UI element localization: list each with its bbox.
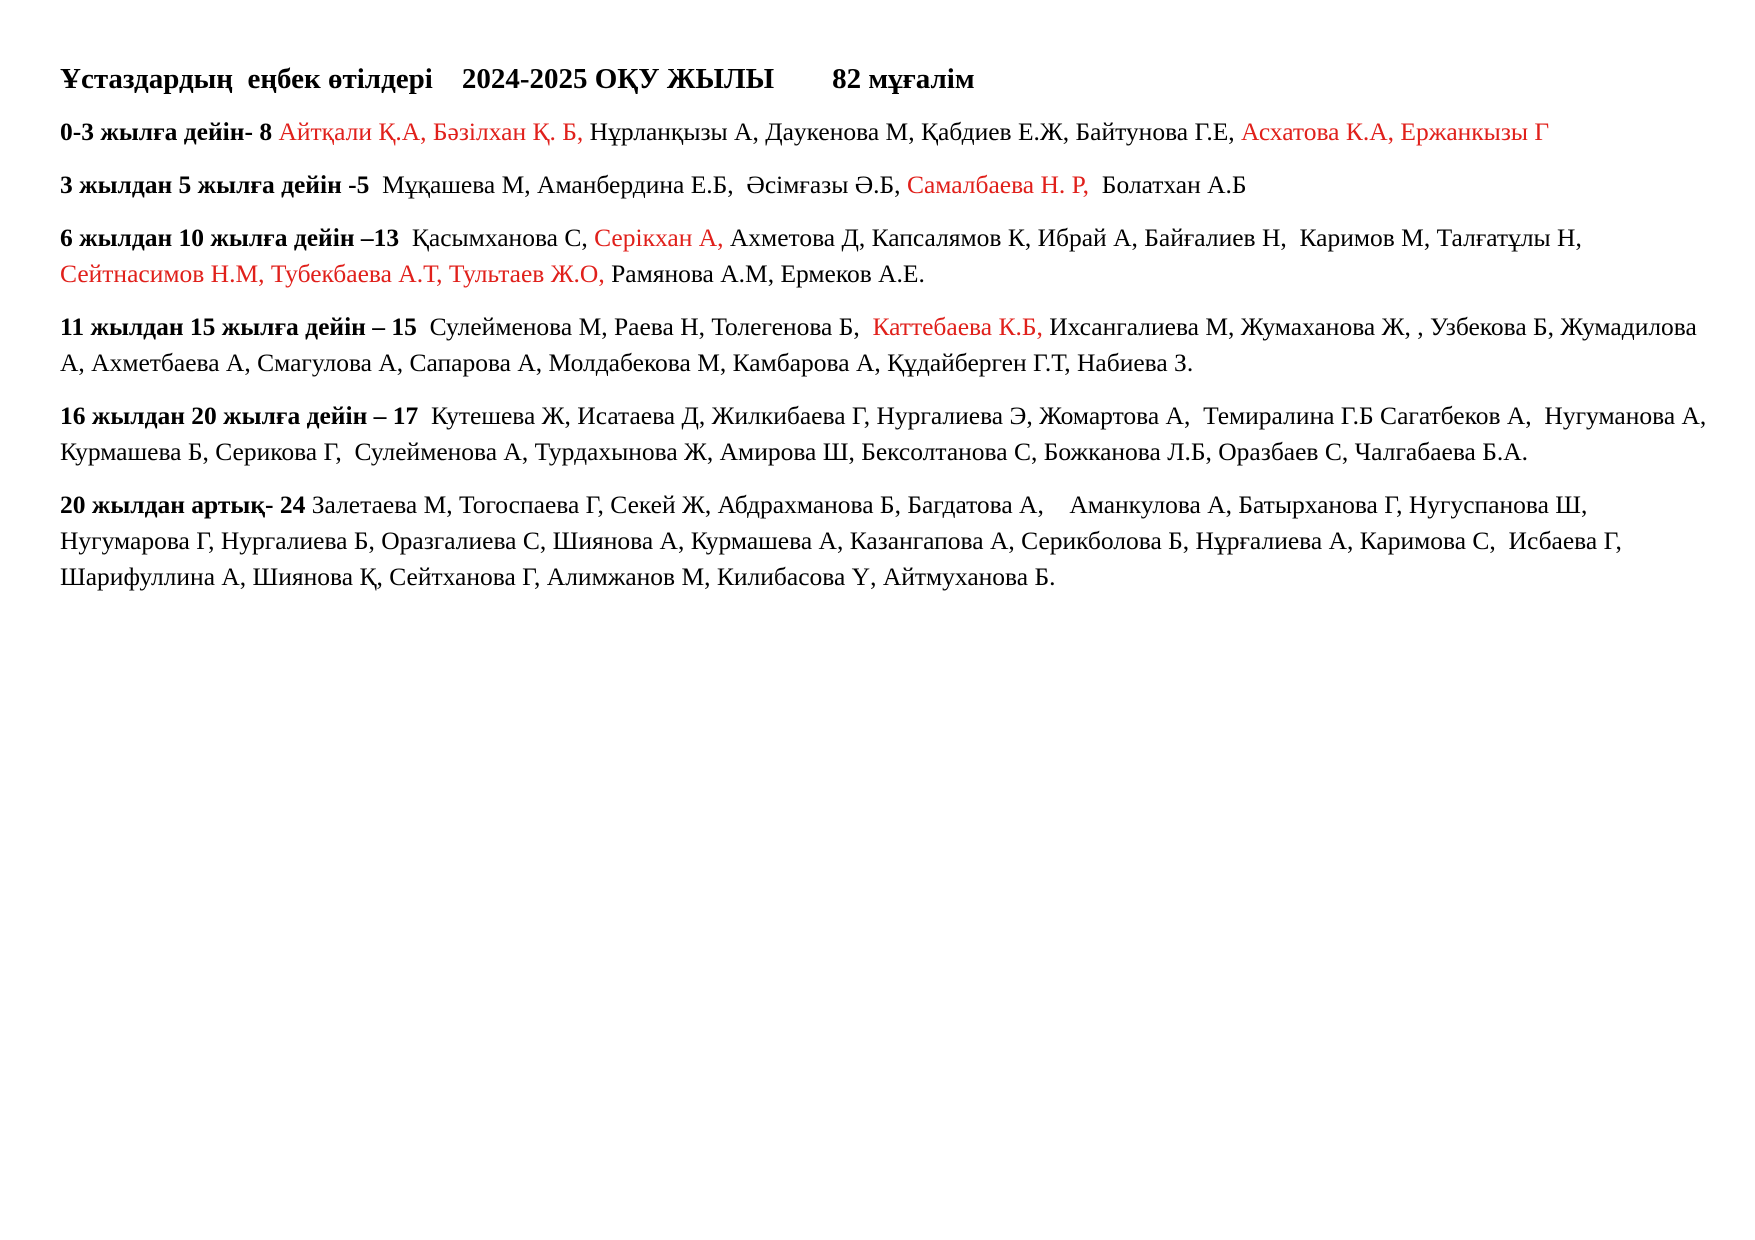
title-year: 2024-2025 ОҚУ ЖЫЛЫ	[461, 63, 775, 95]
experience-section	[60, 220, 1715, 292]
section-heading: 20 жылдан артық- 24	[60, 490, 306, 519]
section-heading: 3 жылдан 5 жылға дейін -5	[60, 170, 370, 199]
teacher-names: Кутешева Ж, Исатаева Д, Жилкибаева Г, Нургалиева Э, Жомартова А, Темиралина Г.Б Сагатбеков А, Нугуманова А, Курмашева Б, Серикова Г, Сулейменова А, Турдахынова Ж, Амирова Ш, Бексолтанова С, Божканова Л.Б, Оразбаев С, Чалгабаева Б.А.	[60, 401, 1713, 466]
highlighted-names: Каттебаева К.Б,	[866, 312, 1043, 341]
experience-section	[60, 398, 1715, 470]
experience-section	[60, 309, 1715, 381]
teacher-names: Болатхан А.Б	[1089, 170, 1247, 199]
title-count: 82 мұғалім	[832, 63, 975, 95]
section-heading: 11 жылдан 15 жылға дейін – 15	[60, 312, 417, 341]
teacher-names: Қасымханова С,	[399, 223, 588, 252]
teacher-names: Рамянова А.М, Ермеков А.Е.	[604, 259, 925, 288]
teacher-names: Нұрланқызы А, Дaукенова М, Қабдиев Е.Ж, Байтунова Г.Е,	[583, 117, 1235, 146]
experience-sections	[60, 114, 1715, 595]
document-title	[60, 58, 1715, 100]
experience-section	[60, 487, 1715, 595]
document-page	[60, 58, 1715, 612]
experience-section	[60, 114, 1715, 150]
teacher-names: Залетаева М, Тогоспаева Г, Секей Ж, Абдрахманова Б, Багдатова А, Аманкулова А, Батырханова Г, Нугуспанова Ш, Нугумарова Г, Нургалиева Б, Оразгалиева С, Шиянова А, Курмашева А, Казангапова А, Серикболова Б, Нұрғалиева А, Каримова С, Исбаева Г, Шарифуллина А, Шиянова Қ, Сейтханова Г, Алимжанов М, Килибасова Ү, Айтмуханова Б.	[60, 490, 1629, 591]
teacher-names: Ахметова Д, Капсалямов К, Ибрай А, Байғалиев Н, Каримов М, Талғатұлы Н,	[723, 223, 1582, 252]
teacher-names: Мұқашева М, Аманбердина Е.Б, Әсімғазы Ә.Б,	[369, 170, 901, 199]
teacher-names: Ихсангалиева М, Жумаханова Ж, , Узбекова Б, Жумадилова А, Ахметбаева А, Смагулова А, Сапарова А, Молдабекова М, Камбарова А, Құдайберген Г.Т, Набиева З.	[60, 312, 1704, 377]
title-gap	[774, 63, 832, 95]
title-text: Ұстаздардың еңбек өтілдері	[60, 63, 433, 95]
highlighted-names: Сейтнасимов Н.М, Тубекбаева А.Т, Тультаев Ж.О,	[60, 223, 1589, 288]
highlighted-names: Асхатова К.А, Ержанкызы Г	[1234, 117, 1550, 146]
section-heading: 16 жылдан 20 жылға дейін – 17	[60, 401, 419, 430]
highlighted-names: Серікхан А,	[587, 223, 724, 252]
teacher-names: Сулейменова М, Раева Н, Толегенова Б,	[416, 312, 867, 341]
section-heading: 0-3 жылға дейін- 8	[60, 117, 273, 146]
section-heading: 6 жылдан 10 жылға дейін –13	[60, 223, 400, 252]
highlighted-names: Самалбаева Н. Р,	[900, 170, 1090, 199]
title-gap	[433, 63, 462, 95]
highlighted-names: Айтқали Қ.А, Бәзілхан Қ. Б,	[272, 117, 584, 146]
experience-section	[60, 167, 1715, 203]
